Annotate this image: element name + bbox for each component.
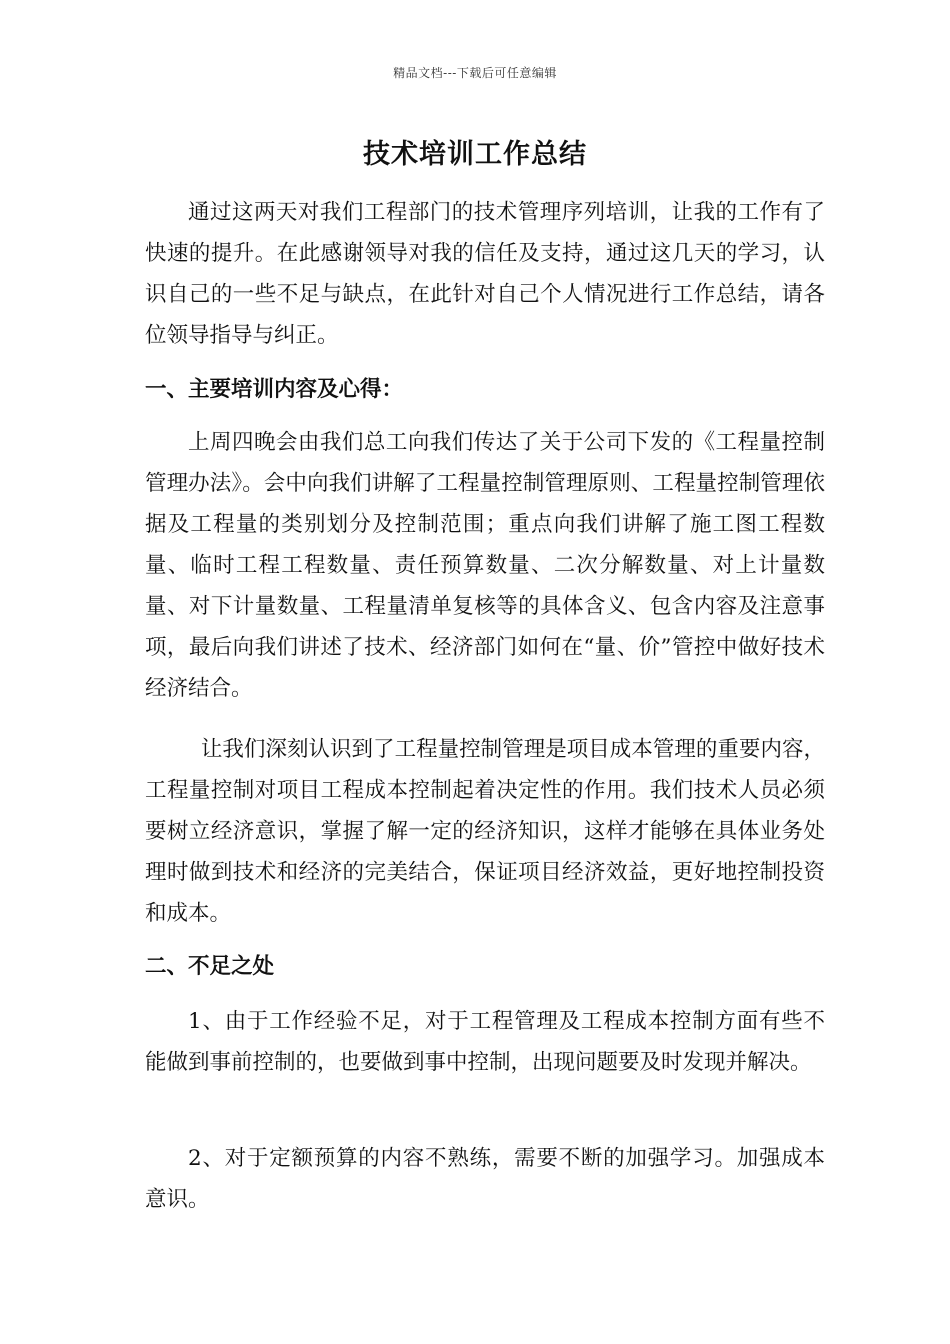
paragraph-shortcoming-1	[145, 1001, 825, 1083]
section-heading-1	[145, 369, 825, 410]
paragraph-shortcoming-2	[145, 1138, 825, 1220]
heading-text: 一、主要培训内容及心得：	[145, 377, 404, 402]
paragraph-insight	[145, 729, 825, 934]
header-note: 精品文档---下载后可任意编辑	[393, 66, 557, 80]
paragraph-text: 1、由于工作经验不足，对于工程管理及工程成本控制方面有些不能做到事前控制的，也要做到事中控制，出现问题要及时发现并解决。	[145, 1009, 825, 1075]
paragraph-text: 2、对于定额预算的内容不熟练，需要不断的加强学习。加强成本意识。	[145, 1146, 825, 1212]
paragraph-intro	[145, 192, 825, 356]
paragraph-text: 让我们深刻认识到了工程量控制管理是项目成本管理的重要内容，工程量控制对项目工程成本控制起着决定性的作用。我们技术人员必须要树立经济意识，掌握了解一定的经济知识，这样才能够在具体业务处理时做到技术和经济的完美结合，保证项目经济效益，更好地控制投资和成本。	[145, 737, 825, 926]
document-title: 技术培训工作总结	[363, 139, 587, 170]
paragraph-text: 通过这两天对我们工程部门的技术管理序列培训，让我的工作有了快速的提升。在此感谢领导对我的信任及支持，通过这几天的学习，认识自己的一些不足与缺点，在此针对自己个人情况进行工作总结，请各位领导指导与纠正。	[145, 200, 825, 348]
section-heading-2	[145, 946, 825, 987]
paragraph-training-content	[145, 422, 825, 709]
paragraph-text: 上周四晚会由我们总工向我们传达了关于公司下发的《工程量控制管理办法》。会中向我们讲解了工程量控制管理原则、工程量控制管理依据及工程量的类别划分及控制范围；重点向我们讲解了施工图工程数量、临时工程工程数量、责任预算数量、二次分解数量、对上计量数量、对下计量数量、工程量清单复核等的具体含义、包含内容及注意事项，最后向我们讲述了技术、经济部门如何在“量、价”管控中做好技术经济结合。	[145, 430, 825, 701]
heading-text: 二、不足之处	[145, 954, 275, 979]
